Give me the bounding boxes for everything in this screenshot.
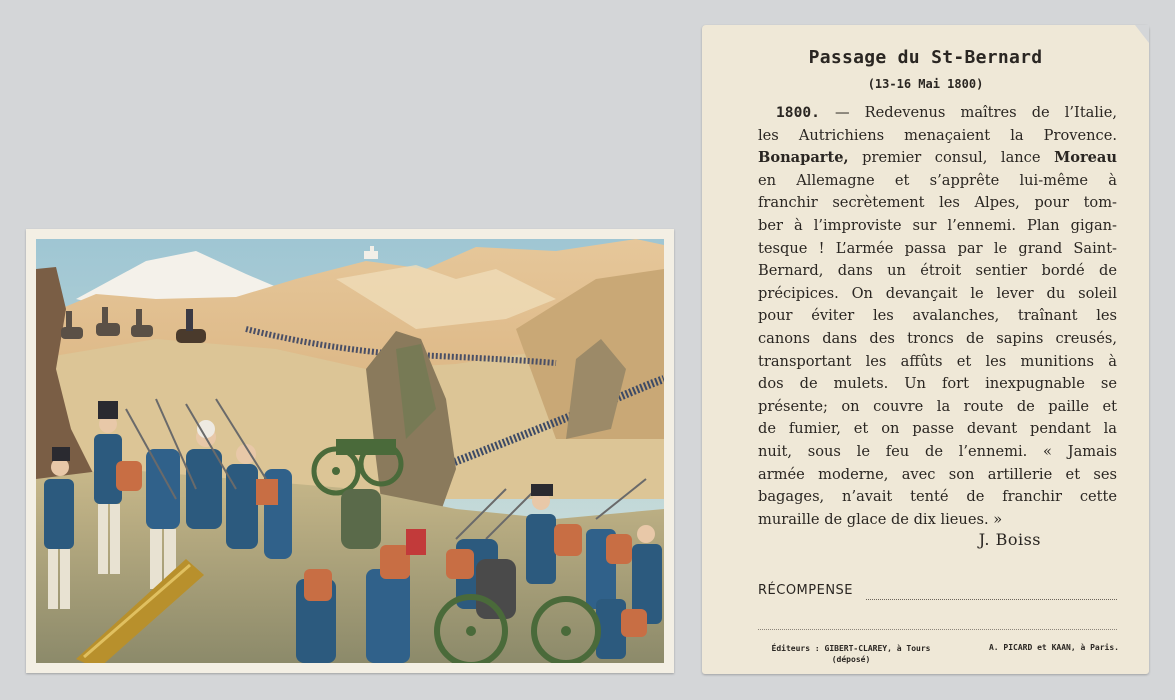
body-line: Bonaparte, premier consul, lance Moreau (758, 149, 1117, 167)
card-body-text (758, 102, 1117, 531)
reward-label: RÉCOMPENSE (758, 583, 854, 598)
publisher-left-line1: Éditeurs : GIBERT-CLAREY, à Tours (771, 644, 931, 653)
body-line: franchir secrètement les Alpes, pour tom- (758, 194, 1117, 212)
body-line: les Autrichiens menaçaient la Provence. (758, 126, 1117, 144)
body-line: armée moderne, avec son artillerie et ses (758, 465, 1117, 483)
publisher-right: A. PICARD et KAAN, à Paris. (988, 643, 1119, 652)
body-line: présente; on couvre la route de paille et (758, 397, 1117, 415)
body-line: transportant les affûts et les munitions à (758, 352, 1117, 370)
body-line: canons dans des troncs de sapins creusés, (758, 329, 1117, 347)
body-line: dos de mulets. Un fort inexpugnable se (758, 375, 1117, 393)
publisher-left-line2: (déposé) (831, 655, 871, 664)
reward-dotted-line (866, 599, 1117, 600)
signature: J. Boiss (978, 530, 1041, 549)
body-line: de fumier, et on passe devant pendant la (758, 420, 1117, 438)
body-line: tesque ! L’armée passa par le grand Saint- (758, 239, 1117, 257)
bold-moreau: Moreau (1054, 149, 1117, 167)
body-line: ber à l’improviste sur l’ennemi. Plan gigan- (758, 216, 1117, 234)
illustration-card (26, 229, 674, 673)
body-year: 1800. (776, 104, 820, 121)
bold-bonaparte: Bonaparte, (758, 149, 849, 167)
body-line: précipices. On devançait le lever du soleil (758, 284, 1117, 302)
reward-dotted-line-2 (758, 629, 1117, 630)
body-line: pour éviter les avalanches, traînant les (758, 307, 1117, 325)
body-line: bagages, n’avait tenté de franchir cette (758, 488, 1117, 506)
battle-illustration (36, 239, 664, 663)
publisher-left (756, 643, 946, 665)
body-line: muraille de glace de dix lieues. » (758, 510, 1003, 528)
body-line: nuit, sous le feu de l’ennemi. « Jamais (758, 442, 1117, 460)
card-date: (13-16 Mai 1800) (867, 77, 984, 91)
body-line: 1800. — Redevenus maîtres de l’Italie, (776, 104, 1117, 121)
body-line: Bernard, dans un étroit sentier bordé de (758, 262, 1117, 280)
text-card (702, 25, 1149, 674)
card-title: Passage du St-Bernard (808, 47, 1043, 68)
body-line: en Allemagne et s’apprête lui-même à (758, 171, 1117, 189)
